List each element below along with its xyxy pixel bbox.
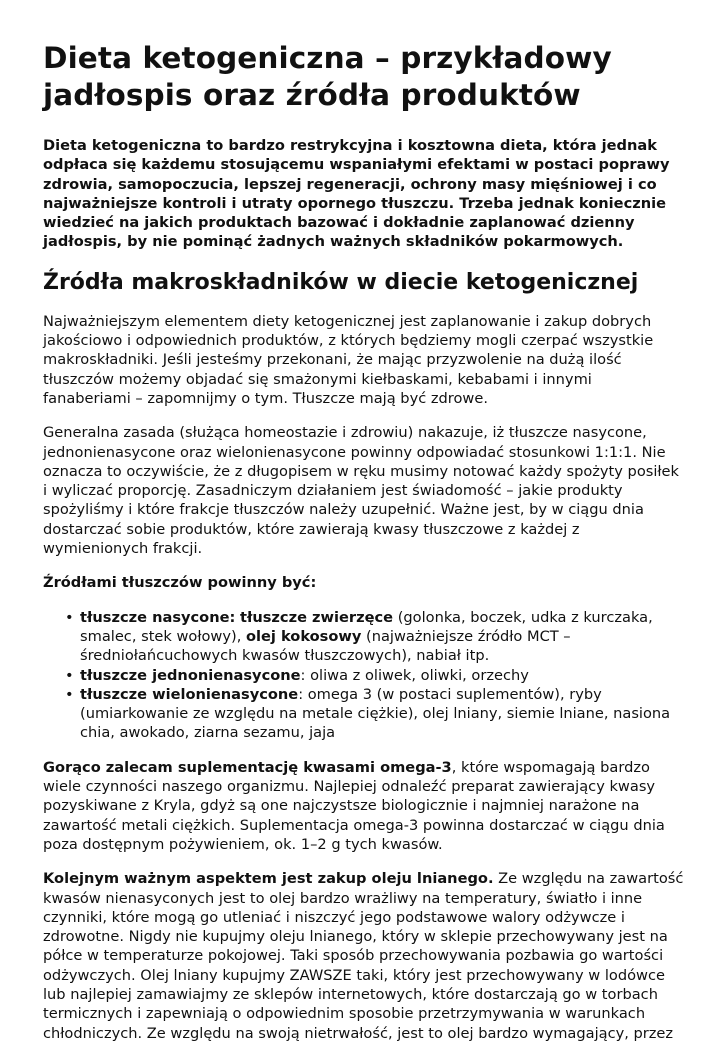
list-item-label: tłuszcze jednonienasycone <box>80 666 301 684</box>
list-item-text: : oliwa z oliwek, oliwki, orzechy <box>300 666 529 684</box>
section-heading: Źródła makroskładników w diecie ketogenicznej <box>43 269 639 295</box>
paragraph-flax-oil <box>43 869 684 1043</box>
list-item-bold: tłuszcze zwierzęce <box>239 608 394 626</box>
page-title: Dieta ketogeniczna – przykładowy jadłospis oraz źródła produktów <box>43 41 612 112</box>
list-item <box>65 666 684 685</box>
list-item-text: (golonka, boczek, udka z kurczaka, smalec, stek wołowy), <box>80 608 653 645</box>
fats-heading: Źródłami tłuszczów powinny być: <box>43 574 317 592</box>
paragraph-omega <box>43 758 684 854</box>
paragraph-products: Najważniejszym elementem diety ketogenicznej jest zaplanowanie i zakup dobrych jakościowo i odpowiednich produktów, z których będziemy mogli czerpać wszystkie makroskładniki. Jeśli jesteśmy przekonani, że mając przyzwolenie na dużą ilość tłuszczów możemy objadać się smażonymi kiełbaskami, kebabami i innymi fanaberiami – zapomnijmy o tym. Tłuszcze mają być zdrowe. <box>43 312 654 407</box>
flax-bold: Kolejnym ważnym aspektem jest zakup oleju lnianego. <box>43 870 494 888</box>
list-item <box>65 608 684 666</box>
lead-paragraph: Dieta ketogeniczna to bardzo restrykcyjna i kosztowna dieta, która jednak odpłaca się każdemu stosującemu wspaniałymi efektami w postaci poprawy zdrowia, samopoczucia, lepszej regeneracji, ochrony masy mięśniowej i co najważniejsze kontroli i utraty opornego tłuszczu. Trzeba jednak koniecznie wiedzieć na jakich produktach bazować i dokładnie zaplanować dzienny jadłospis, by nie pominąć żadnych ważnych składników pokarmowych. <box>43 137 670 251</box>
list-item-text: : omega 3 (w postaci suplementów), ryby (umiarkowanie ze względu na metale ciężkie), olej lniany, siemie lniane, nasiona chia, awokado, ziarna sezamu, jaja <box>80 685 671 742</box>
bullet-icon: • <box>65 685 74 703</box>
fat-sources-list <box>43 608 684 743</box>
flax-text: Ze względu na zawartość kwasów nienasyconych jest to olej bardzo wrażliwy na temperatury, światło i inne czynniki, które mogą go utleniać i niszczyć jego podstawowe walory odżywcze i zdrowotne. Nigdy nie kupujmy oleju lnianego, który w sklepie przechowywany jest na półce w temperaturze pokojowej. Taki sposób przechowywania pozbawia go wartości odżywczych. Olej lniany kupujmy ZAWSZE taki, który jest przechowywany w lodówce lub najlepiej zamawiajmy ze sklepów internetowych, które dostarczają go w torbach termicznych i zapewniają o odpowiednim sposobie przetrzymywania w warunkach chłodniczych. Ze względu na swoją nietrwałość, jest to olej bardzo wymagający, przez <box>43 870 684 1042</box>
omega-text: , które wspomagają bardzo wiele czynności naszego organizmu. Najlepiej odnaleźć preparat zawierający kwasy pozyskiwane z Kryla, gdyż są one najczystsze biologicznie i najmniej narażone na zawartość metali ciężkich. Suplementacja omega-3 powinna dostarczać w ciągu dnia poza dostępnym pożywieniem, ok. 1–2 g tych kwasów. <box>43 758 665 853</box>
list-item-text: (najważniejsze źródło MCT – średniołańcuchowych kwasów tłuszczowych), nabiał itp. <box>80 627 571 665</box>
paragraph-ratio: Generalna zasada (służąca homeostazie i zdrowiu) nakazuje, iż tłuszcze nasycone, jednonienasycone oraz wielonienasycone powinny odpowiadać stosunkowi 1:1:1. Nie oznacza to oczywiście, że z długopisem w ręku musimy notować każdy spożyty posiłek i wyliczać proporcję. Zasadniczym działaniem jest świadomość – jakie produkty spożyliśmy i które frakcje tłuszczów należy uzupełnić. Ważne jest, by w ciągu dnia dostarczać sobie produktów, które zawierają kwasy tłuszczowe z każdej z wymienionych frakcji. <box>43 424 679 558</box>
bullet-icon: • <box>65 608 74 626</box>
omega-bold: Gorąco zalecam suplementację kwasami omega-3 <box>43 758 452 776</box>
list-item-label: tłuszcze wielonienasycone <box>80 685 299 703</box>
list-item <box>65 685 684 743</box>
list-item-label: tłuszcze nasycone: <box>80 608 236 626</box>
list-item-bold: olej kokosowy <box>245 627 362 645</box>
bullet-icon: • <box>65 666 74 684</box>
